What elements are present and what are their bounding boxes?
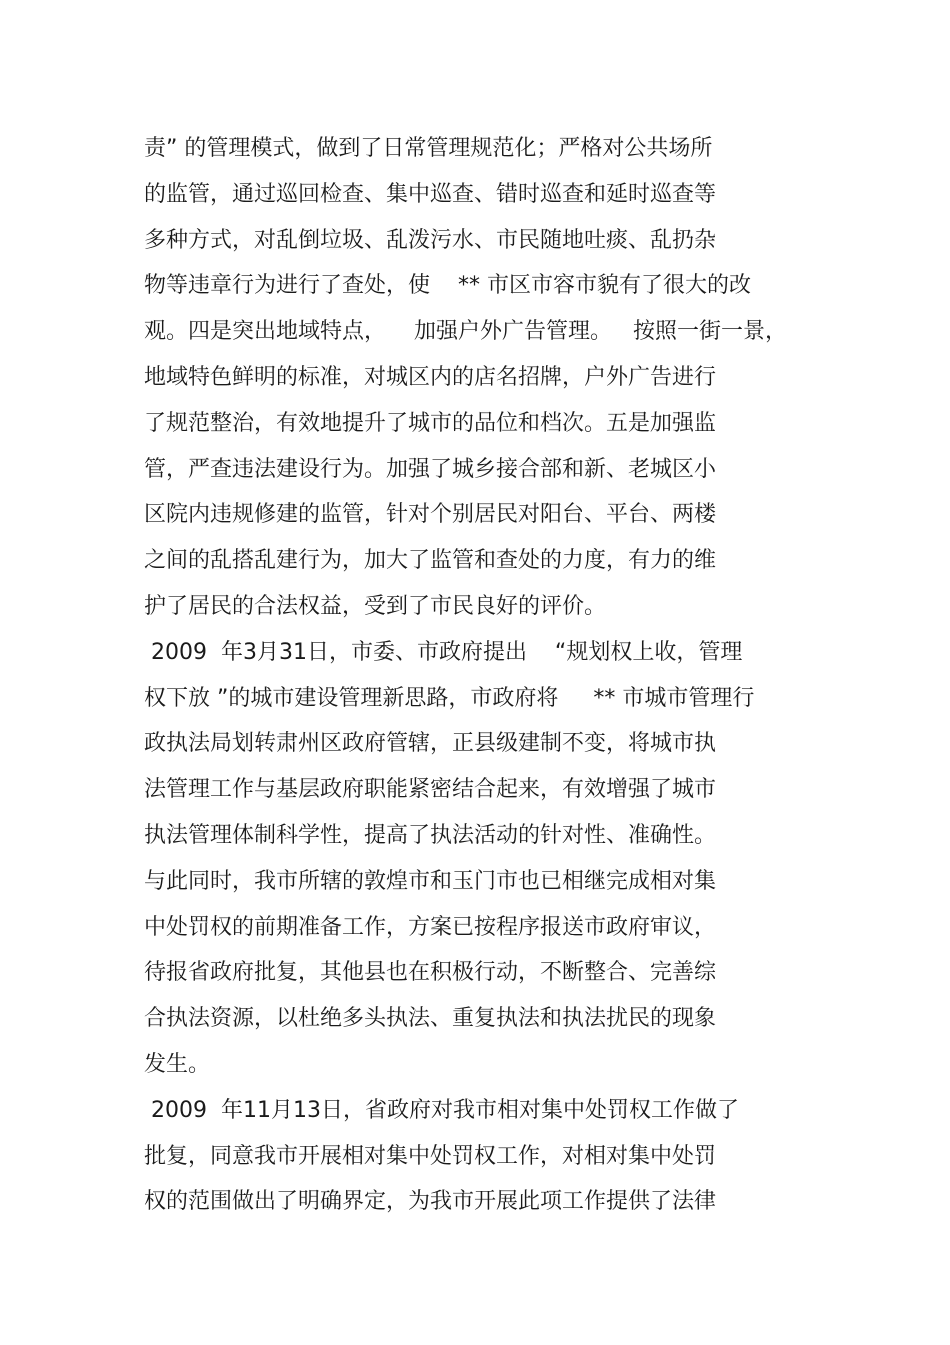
text-line: 区院内违规修建的监管，针对个别居民对阳台、平台、两楼 — [144, 502, 717, 528]
text-line: 执法管理体制科学性，提高了执法活动的针对性、准确性。 — [144, 822, 717, 848]
text-line: 之间的乱搭乱建行为，加大了监管和查处的力度，有力的维 — [144, 548, 717, 574]
text-line: 权下放 ”的城市建设管理新思路，市政府将 ** 市城市管理行 — [144, 685, 755, 711]
text-line: 的监管，通过巡回检查、集中巡查、错时巡查和延时巡查等 — [144, 181, 717, 207]
text-line: 权的范围做出了明确界定，为我市开展此项工作提供了法律 — [144, 1189, 717, 1215]
text-line: 多种方式，对乱倒垃圾、乱泼污水、市民随地吐痰、乱扔杂 — [144, 227, 717, 253]
text-line: 与此同时，我市所辖的敦煌市和玉门市也已相继完成相对集 — [144, 868, 717, 894]
text-line: 管，严查违法建设行为。加强了城乡接合部和新、老城区小 — [144, 456, 717, 482]
text-line: 发生。 — [144, 1051, 211, 1077]
text-line: 2009 年3月31日，市委、市政府提出 “规划权上收，管理 — [144, 639, 743, 665]
body-text — [144, 126, 844, 1225]
text-line: 护了居民的合法权益，受到了市民良好的评价。 — [144, 593, 607, 619]
text-line: 了规范整治，有效地提升了城市的品位和档次。五是加强监 — [144, 410, 717, 436]
text-line: 中处罚权的前期准备工作，方案已按程序报送市政府审议， — [144, 914, 717, 940]
text-line: 责” 的管理模式，做到了日常管理规范化；严格对公共场所 — [144, 136, 713, 161]
text-line: 法管理工作与基层政府职能紧密结合起来，有效增强了城市 — [144, 777, 717, 803]
text-line: 政执法局划转肃州区政府管辖，正县级建制不变，将城市执 — [144, 731, 717, 757]
text-line: 物等违章行为进行了查处，使 ** 市区市容市貌有了很大的改 — [144, 273, 751, 299]
text-line: 2009 年11月13日，省政府对我市相对集中处罚权工作做了 — [144, 1097, 739, 1123]
text-line: 批复，同意我市开展相对集中处罚权工作，对相对集中处罚 — [144, 1143, 717, 1169]
text-line: 合执法资源，以杜绝多头执法、重复执法和执法扰民的现象 — [144, 1006, 717, 1032]
text-line: 观。四是突出地域特点， 加强户外广告管理。 按照一街一景， — [144, 319, 787, 345]
text-line: 待报省政府批复，其他县也在积极行动，不断整合、完善综 — [144, 960, 717, 986]
text-line: 地域特色鲜明的标准，对城区内的店名招牌，户外广告进行 — [144, 364, 717, 390]
